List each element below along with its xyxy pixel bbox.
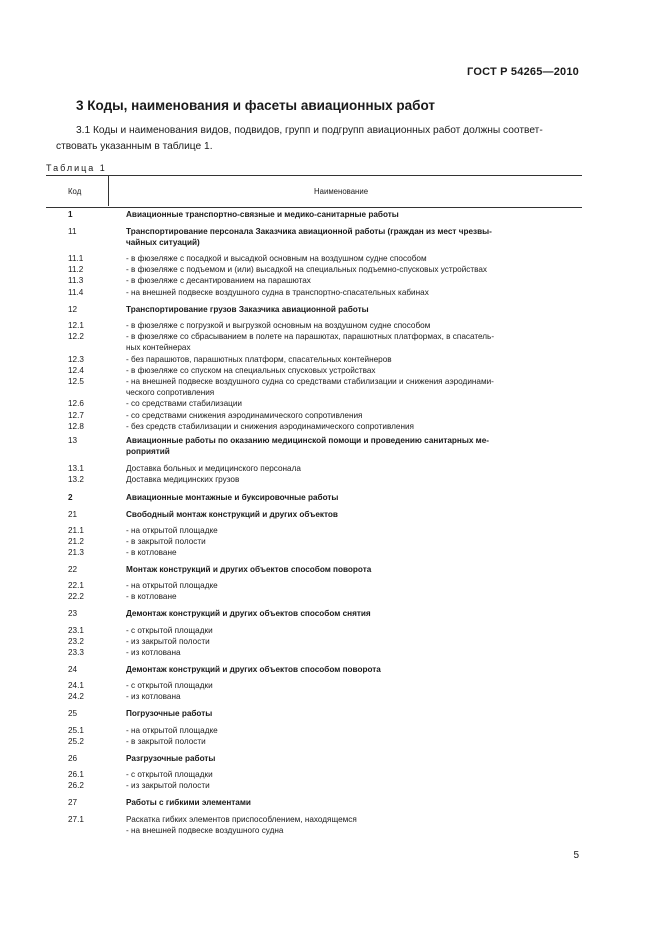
row-code: 21	[68, 510, 78, 519]
row-code: 23.1 23.2 23.3	[68, 626, 84, 658]
row-code: 24	[68, 665, 78, 674]
row-code: 13	[68, 436, 78, 445]
row-name: Доставка больных и медицинского персонала Доставка медицинских грузов	[126, 464, 301, 485]
row-name: Авиационные монтажные и буксировочные работы	[126, 493, 339, 502]
column-header-code: Код	[68, 187, 82, 196]
row-name: - с открытой площадки - из закрытой полости - из котлована	[126, 626, 213, 658]
row-code: 25.1 25.2	[68, 726, 84, 747]
table-caption: Таблица 1	[46, 163, 107, 173]
row-name: Монтаж конструкций и других объектов способом поворота	[126, 565, 372, 574]
row-name: - на открытой площадке - в закрытой полости - в котловане	[126, 526, 218, 558]
row-name: - на открытой площадке - в закрытой полости	[126, 726, 218, 747]
row-code: 2	[68, 493, 73, 502]
column-divider	[108, 176, 109, 206]
row-name: Авиационные транспортно-связные и медико-санитарные работы	[126, 210, 399, 219]
row-name: Демонтаж конструкций и других объектов способом снятия	[126, 609, 371, 618]
row-name: Демонтаж конструкций и других объектов способом поворота	[126, 665, 381, 674]
row-code: 22.1 22.2	[68, 581, 84, 602]
row-name: Погрузочные работы	[126, 709, 213, 718]
row-name: Свободный монтаж конструкций и других объектов	[126, 510, 338, 519]
row-name: Работы с гибкими элементами	[126, 798, 251, 807]
row-code: 11.1 11.2 11.3 11.4	[68, 254, 84, 297]
row-code: 23	[68, 609, 78, 618]
row-name: Авиационные работы по оказанию медицинской помощи и проведению санитарных ме- роприятий	[126, 436, 490, 457]
page-number: 5	[573, 850, 579, 861]
row-code: 12.1 12.2 12.3 12.4 12.5 12.6 12.7 12.8	[68, 321, 84, 431]
row-code: 13.1 13.2	[68, 464, 84, 485]
row-code: 12	[68, 305, 78, 314]
table-header	[46, 175, 582, 208]
row-name: - на открытой площадке - в котловане	[126, 581, 218, 602]
row-code: 26	[68, 754, 78, 763]
intro-paragraph: 3.1 Коды и наименования видов, подвидов, групп и подгрупп авиационных работ должны соответ- ствовать указанным в таблице 1.	[56, 125, 543, 152]
row-code: 27.1	[68, 815, 84, 824]
row-name: - с открытой площадки - из закрытой полости	[126, 770, 213, 791]
row-code: 22	[68, 565, 78, 574]
row-code: 27	[68, 798, 78, 807]
section-title: 3 Коды, наименования и фасеты авиационных работ	[76, 98, 436, 113]
row-name: Разгрузочные работы	[126, 754, 216, 763]
codes-table	[46, 175, 582, 836]
row-code: 24.1 24.2	[68, 681, 84, 702]
row-code: 11	[68, 227, 77, 236]
row-code: 26.1 26.2	[68, 770, 84, 791]
row-code: 21.1 21.2 21.3	[68, 526, 84, 558]
document-code: ГОСТ Р 54265—2010	[467, 66, 579, 78]
row-code: 1	[68, 210, 73, 219]
row-name: - в фюзеляже с посадкой и высадкой основным на воздушном судне способом - в фюзеляже с подъемом и (или) высадкой на специальных подъемно-спусковых устройствах - в фюзеляже с десантированием на парашютах - на внешней подвеске воздушного судна в транспортно-спасательных кабинах	[126, 254, 488, 297]
row-name: Раскатка гибких элементов приспособлением, находящемся - на внешней подвеске воздушного судна	[126, 815, 357, 836]
column-header-name: Наименование	[314, 187, 369, 196]
row-name: Транспортирование персонала Заказчика авиационной работы (граждан из мест чрезвы- чайных ситуаций)	[126, 227, 492, 248]
row-code: 25	[68, 709, 78, 718]
row-name: Транспортирование грузов Заказчика авиационной работы	[126, 305, 369, 314]
row-name: - в фюзеляже с погрузкой и выгрузкой основным на воздушном судне способом - в фюзеляже со сбрасыванием в полете на парашютах, парашютных платформах, в спасатель- ных контейнерах - без парашютов, парашютных платформ, спасательных контейнеров - в фюзеляже со спуском на специальных спусковых устройствах - на внешней подвеске воздушного судна со средствами стабилизации и снижения аэродинами- ческого сопротивления - со средствами стабилизации - со средствами снижения аэродинамического сопротивления - без средств стабилизации и снижения аэродинамического сопротивления	[126, 321, 495, 431]
row-name: - с открытой площадки - из котлована	[126, 681, 213, 702]
